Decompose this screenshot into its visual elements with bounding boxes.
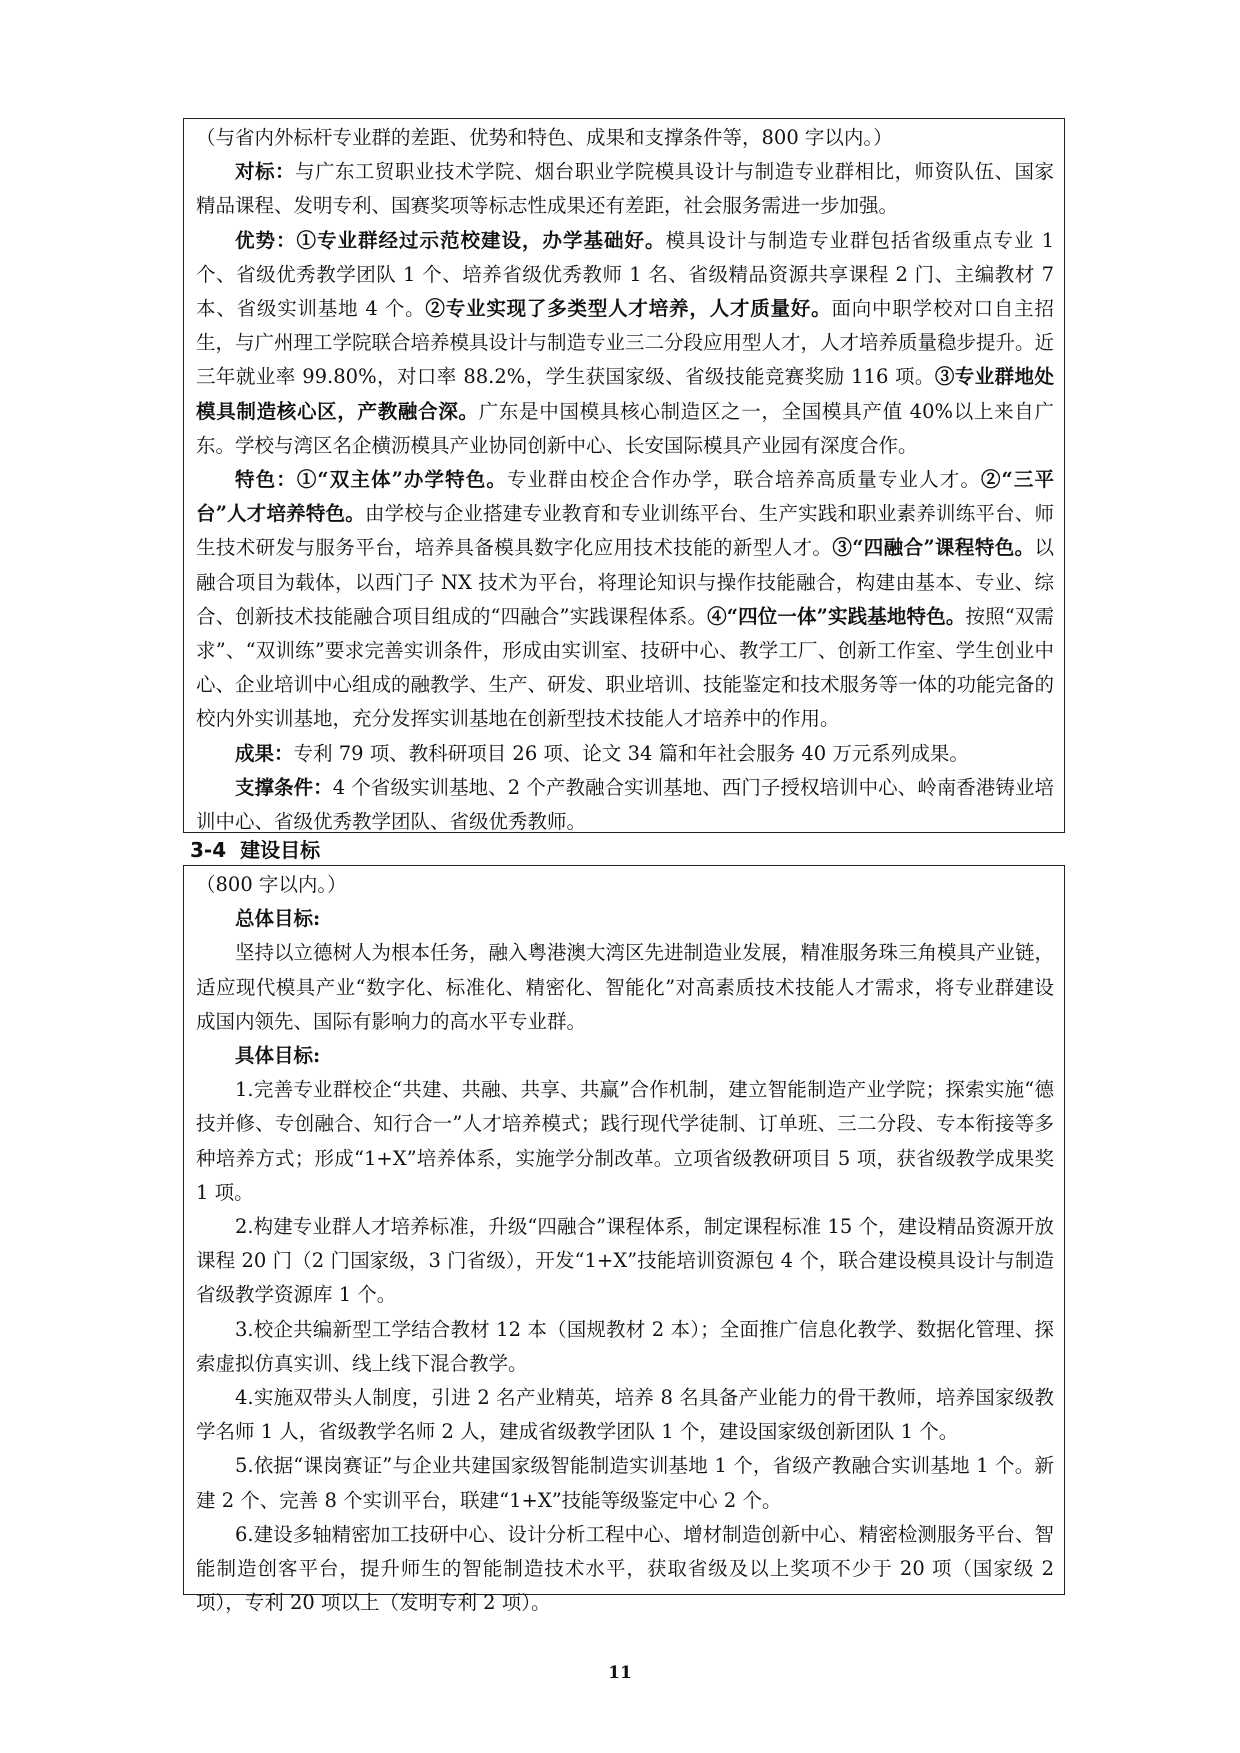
achievement-text: 专利 79 项、教科研项目 26 项、论文 34 篇和年社会服务 40 万元系列成果。 [293, 741, 969, 765]
overall-goal-text: 坚持以立德树人为根本任务，融入粤港澳大湾区先进制造业发展，精准服务珠三角模具产业链，适应现代模具产业“数字化、标准化、精密化、智能化”对高素质技术技能人才需求，将专业群建设成国内领先、国际有影响力的高水平专业群。 [196, 941, 1055, 1033]
analysis-box [183, 118, 1065, 833]
goals-box [183, 865, 1065, 1615]
section-number: 3-4 [190, 838, 227, 862]
feature-4-title: ④“四位一体”实践基地特色。 [707, 604, 966, 628]
benchmark-label: 对标： [235, 160, 295, 184]
advantage-label: 优势： [235, 228, 297, 252]
advantage-2-text: 面向中职学校对口自主招生，与广州理工学院联合培养模具设计与制造专业三二分段应用型人才，人才培养质量稳步提升。近三年就业率 99.80%，对口率 88.2%，学生获国家级、省级技能竞赛奖励 116 项。 [196, 297, 1055, 389]
goal-item-1: 1.完善专业群校企“共建、共融、共享、共赢”合作机制，建立智能制造产业学院；探索实施“德技并修、专创融合、知行合一”人才培养模式；践行现代学徒制、订单班、三二分段、专本衔接等多种培养方式；形成“1+X”培养体系，实施学分制改革。立项省级教研项目 5 项，获省级教学成果奖 1 项。 [196, 1078, 1054, 1204]
achievement-paragraph [196, 737, 1054, 771]
page-number: 11 [608, 1663, 632, 1683]
achievement-label: 成果： [235, 741, 294, 765]
analysis-note: （与省内外标杆专业群的差距、优势和特色、成果和支撑条件等，800 字以内。） [196, 126, 893, 149]
benchmark-text: 与广东工贸职业技术学院、烟台职业学院模具设计与制造专业群相比，师资队伍、国家精品课程、发明专利、国赛奖项等标志性成果还有差距，社会服务需进一步加强。 [196, 160, 1054, 218]
feature-3-text: 以融合项目为载体，以西门子 NX 技术为平台，将理论知识与操作技能融合，构建由基本、专业、综合、创新技术技能融合项目组成的“四融合”实践课程体系。 [196, 536, 1054, 628]
feature-paragraph [196, 463, 1054, 737]
advantage-2-title: ②专业实现了多类型人才培养，人才质量好。 [425, 297, 832, 321]
feature-label: 特色： [235, 468, 297, 492]
support-label: 支撑条件： [235, 775, 333, 799]
support-text: 4 个省级实训基地、2 个产教融合实训基地、西门子授权培训中心、岭南香港铸业培训中心、省级优秀教学团队、省级优秀教师。 [196, 775, 1054, 834]
overall-goal-label: 总体目标: [235, 907, 321, 931]
advantage-1-text: 模具设计与制造专业群包括省级重点专业 1 个、省级优秀教学团队 1 个、培养省级优秀教师 1 名、省级精品资源共享课程 2 门、主编教材 7 本、省级实训基地 4 个。 [196, 228, 1054, 321]
feature-2-text: 由学校与企业搭建专业教育和专业训练平台、生产实践和职业素养训练平台、师生技术研发与服务平台，培养具备模具数字化应用技术技能的新型人才。 [196, 502, 1054, 560]
advantage-paragraph [196, 224, 1054, 463]
goals-note: （800 字以内。） [196, 873, 347, 896]
section-heading [190, 836, 320, 864]
feature-1-text: 专业群由校企合作办学，联合培养高质量专业人才。 [506, 468, 981, 492]
goal-item-3: 3.校企共编新型工学结合教材 12 本（国规教材 2 本）；全面推广信息化教学、数据化管理、探索虚拟仿真实训、线上线下混合教学。 [196, 1317, 1054, 1375]
goal-item-2: 2.构建专业群人才培养标准，升级“四融合”课程体系，制定课程标准 15 个，建设精品资源开放课程 20 门（2 门国家级，3 门省级），开发“1+X”技能培训资源包 4 个，联合建设模具设计与制造省级教学资源库 1 个。 [196, 1215, 1054, 1307]
section-title: 建设目标 [240, 838, 321, 862]
feature-4-text: 按照“双需求”、“双训练”要求完善实训条件，形成由实训室、技研中心、教学工厂、创新工作室、学生创业中心、企业培训中心组成的融教学、生产、研发、职业培训、技能鉴定和技术服务等一体的功能完备的校内外实训基地，充分发挥实训基地在创新型技术技能人才培养中的作用。 [196, 604, 1055, 731]
advantage-3-text: 广东是中国模具核心制造区之一，全国模具产值 40%以上来自广东。学校与湾区名企横沥模具产业协同创新中心、长安国际模具产业园有深度合作。 [196, 399, 1054, 457]
advantage-3-title: ③专业群地处模具制造核心区，产教融合深。 [196, 365, 1054, 423]
specific-goal-label: 具体目标: [235, 1044, 321, 1068]
benchmark-paragraph [196, 155, 1054, 223]
feature-1-title: ①“双主体”办学特色。 [296, 468, 507, 492]
support-paragraph [196, 771, 1054, 839]
advantage-1-title: ①专业群经过示范校建设，办学基础好。 [296, 228, 666, 252]
feature-3-title: ③“四融合”课程特色。 [832, 536, 1035, 560]
feature-2-title: ②“三平台”人才培养特色。 [196, 468, 1054, 526]
goal-item-4: 4.实施双带头人制度，引进 2 名产业精英，培养 8 名具备产业能力的骨干教师，培养国家级教学名师 1 人，省级教学名师 2 人，建成省级教学团队 1 个，建设国家级创新团队 1 个。 [196, 1386, 1054, 1444]
goal-item-6: 6.建设多轴精密加工技研中心、设计分析工程中心、增材制造创新中心、精密检测服务平台、智能制造创客平台，提升师生的智能制造技术水平，获取省级及以上奖项不少于 20 项（国家级 2 项），专利 20 项以上（发明专利 2 项）。 [196, 1522, 1054, 1615]
goal-item-5: 5.依据“课岗赛证”与企业共建国家级智能制造实训基地 1 个，省级产教融合实训基地 1 个。新建 2 个、完善 8 个实训平台，联建“1+X”技能等级鉴定中心 2 个。 [196, 1454, 1054, 1512]
